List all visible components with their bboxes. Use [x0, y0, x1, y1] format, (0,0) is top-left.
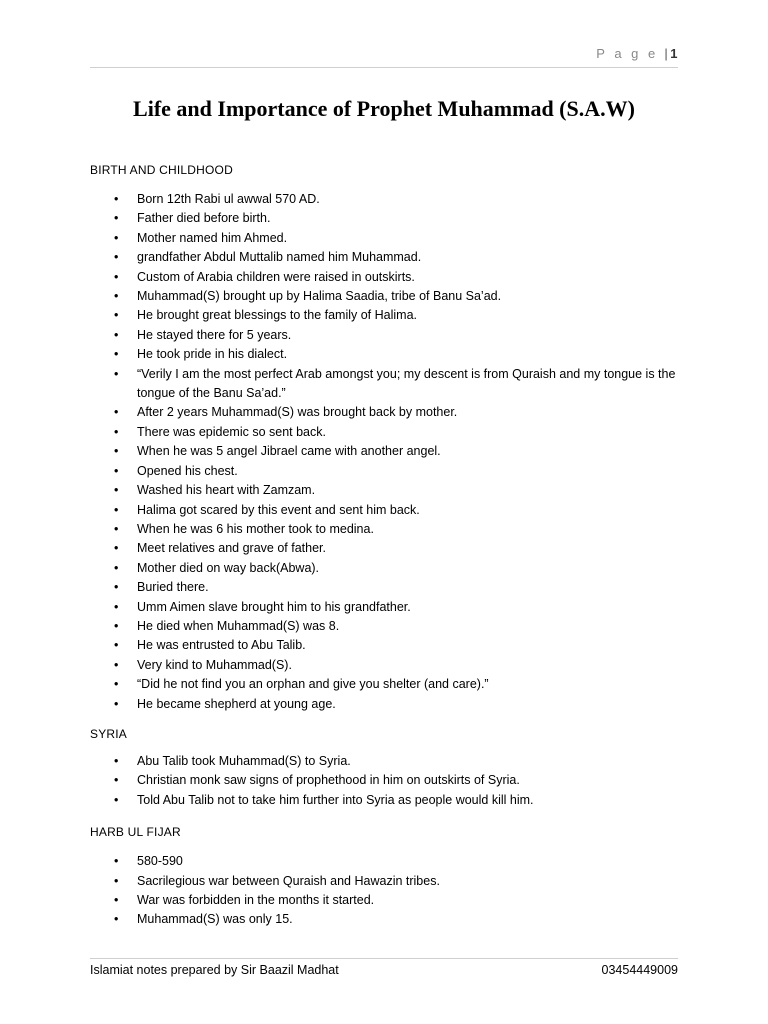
list-item: • “Did he not find you an orphan and give you shelter (and care).”	[90, 675, 680, 694]
list-item: • War was forbidden in the months it started.	[90, 891, 680, 910]
list-item: • Sacrilegious war between Quraish and Hawazin tribes.	[90, 872, 680, 891]
list-item: • He stayed there for 5 years.	[90, 326, 680, 345]
bullet-list	[90, 752, 680, 810]
list-item: • When he was 6 his mother took to medina.	[90, 520, 680, 539]
list-item: • Umm Aimen slave brought him to his grandfather.	[90, 598, 680, 617]
list-item: • Told Abu Talib not to take him further into Syria as people would kill him.	[90, 791, 680, 810]
section-syria	[90, 724, 680, 810]
list-item: • Halima got scared by this event and sent him back.	[90, 501, 680, 520]
bullet-list	[90, 190, 680, 714]
list-item: • He died when Muhammad(S) was 8.	[90, 617, 680, 636]
list-item: • Custom of Arabia children were raised in outskirts.	[90, 268, 680, 287]
section-heading: SYRIA	[90, 726, 128, 741]
list-item: • Meet relatives and grave of father.	[90, 539, 680, 558]
list-item: • He took pride in his dialect.	[90, 345, 680, 364]
list-item: • 580-590	[90, 852, 680, 871]
document-body	[90, 160, 680, 930]
footer-credit: Islamiat notes prepared by Sir Baazil Madhat	[90, 963, 339, 977]
list-item: • When he was 5 angel Jibrael came with another angel.	[90, 442, 680, 461]
list-item: • Very kind to Muhammad(S).	[90, 656, 680, 675]
page-number: 1	[670, 46, 678, 61]
list-item: • Muhammad(S) was only 15.	[90, 910, 680, 929]
footer-phone: 03454449009	[601, 963, 678, 977]
section-heading: BIRTH AND CHILDHOOD	[90, 163, 233, 177]
list-item: • Opened his chest.	[90, 462, 680, 481]
list-item: • “Verily I am the most perfect Arab amongst you; my descent is from Quraish and my tongue is the tongue of the Banu Sa’ad.”	[90, 365, 680, 404]
list-item: • Buried there.	[90, 578, 680, 597]
list-item: • Father died before birth.	[90, 209, 680, 228]
list-item: • grandfather Abdul Muttalib named him Muhammad.	[90, 248, 680, 267]
list-item: • Abu Talib took Muhammad(S) to Syria.	[90, 752, 680, 771]
list-item: • Born 12th Rabi ul awwal 570 AD.	[90, 190, 680, 209]
bullet-list	[90, 852, 680, 930]
section-birth-and-childhood	[90, 160, 680, 714]
document-title: Life and Importance of Prophet Muhammad (S.A.W)	[133, 96, 635, 121]
list-item: • Washed his heart with Zamzam.	[90, 481, 680, 500]
section-heading: HARB UL FIJAR	[90, 825, 181, 840]
section-harb-ul-fijar	[90, 822, 680, 930]
page-header	[90, 46, 678, 68]
list-item: • He became shepherd at young age.	[90, 695, 680, 714]
list-item: • Mother named him Ahmed.	[90, 229, 680, 248]
list-item: • He brought great blessings to the family of Halima.	[90, 306, 680, 325]
list-item: • He was entrusted to Abu Talib.	[90, 636, 680, 655]
page-label: P a g e	[596, 46, 659, 61]
list-item: • Christian monk saw signs of prophethood in him on outskirts of Syria.	[90, 771, 680, 790]
page-separator: |	[664, 46, 669, 61]
list-item: • Mother died on way back(Abwa).	[90, 559, 680, 578]
list-item: • After 2 years Muhammad(S) was brought back by mother.	[90, 403, 680, 422]
page-footer	[90, 958, 678, 977]
list-item: • There was epidemic so sent back.	[90, 423, 680, 442]
list-item: • Muhammad(S) brought up by Halima Saadia, tribe of Banu Sa’ad.	[90, 287, 680, 306]
